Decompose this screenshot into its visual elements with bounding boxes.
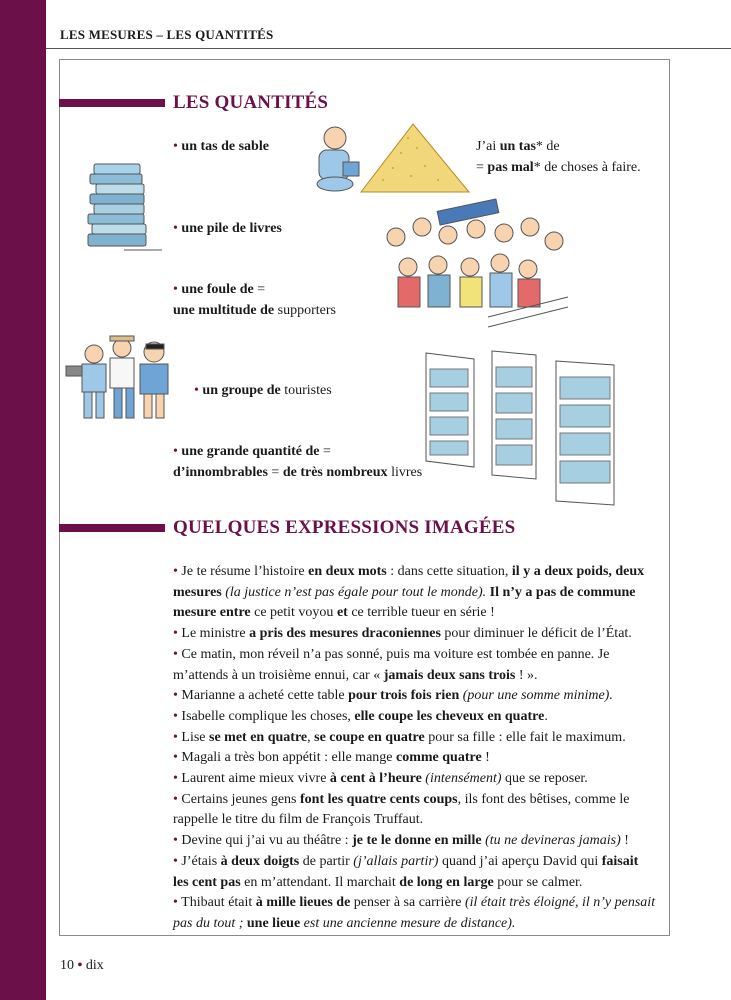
section-marker-bar	[59, 99, 165, 107]
page-word: dix	[85, 958, 104, 973]
expression-item: • Le ministre a pris des mesures draconiennes pour diminuer le déficit de l’État.	[173, 626, 632, 642]
footer-separator: •	[77, 958, 83, 973]
section-title-expressions: QUELQUES EXPRESSIONS IMAGÉES	[173, 517, 516, 538]
expression-item: • Magali a très bon appétit : elle mange comme quatre !	[173, 750, 490, 766]
bookshelves-illustration	[420, 347, 618, 509]
expression-item: • Laurent aime mieux vivre à cent à l’heure (intensément) que se reposer.	[173, 771, 588, 787]
item-groupe: • un groupe de touristes	[194, 383, 332, 398]
item-tas: • un tas de sable	[173, 139, 269, 154]
section-title-quantites: LES QUANTITÉS	[173, 92, 329, 113]
expression-item: • Ce matin, mon réveil n’a pas sonné, puis ma voiture est tombée en panne. Je m’attends à un troisième ennui, car « jamais deux sans trois ! ».	[173, 646, 610, 683]
page-header: LES MESURES – LES QUANTITÉS	[60, 27, 274, 42]
expression-item: • Je te résume l’histoire en deux mots : dans cette situation, il y a deux poids, deux mesures (la justice n’est pas égale pour tout le monde). Il n’y a pas de commune mesure entre ce petit voyou et ce terrible tueur en série !	[173, 564, 645, 621]
expression-item: • Lise se met en quatre, se coupe en quatre pour sa fille : elle fait le maximum.	[173, 729, 626, 745]
expression-item: • Isabelle complique les choses, elle coupe les cheveux en quatre.	[173, 708, 548, 724]
page-number: 10	[60, 958, 74, 973]
expression-item: • J’étais à deux doigts de partir (j’allais partir) quand j’ai aperçu David qui faisait les cent pas en m’attendant. Il marchait de long en large pour se calmer.	[173, 853, 639, 890]
bullet: •	[173, 139, 178, 154]
expression-item: • Thibaut était à mille lieues de penser à sa carrière (il était très éloigné, il n’y pensait pas du tout ; une lieue est une ancienne mesure de distance).	[173, 895, 656, 931]
expression-item: • Certains jeunes gens font les quatre cents coups, ils font des bêtises, comme le rappelle le titre du film de François Truffaut.	[173, 791, 630, 828]
expression-item: • Devine qui j’ai vu au théâtre : je te le donne en mille (tu ne devineras jamais) !	[173, 833, 629, 849]
sand-pile-illustration	[313, 118, 475, 196]
crowd-supporters-illustration	[378, 197, 570, 335]
header-rule	[46, 48, 731, 49]
section-marker-bar	[59, 524, 165, 532]
item-pile: • une pile de livres	[173, 221, 282, 236]
expression-item: • Marianne a acheté cette table pour trois fois rien (pour une somme minime).	[173, 688, 613, 704]
expressions-list	[173, 562, 657, 935]
side-color-band	[0, 0, 46, 1000]
tas-note: J’ai un tas* de = pas mal* de choses à faire.	[476, 139, 641, 175]
item-grande-quantite: • une grande quantité de = d’innombrables = de très nombreux livres	[173, 444, 423, 480]
item-foule: • une foule de = une multitude de supporters	[173, 282, 336, 318]
book-pile-illustration	[84, 160, 164, 256]
tourists-illustration	[62, 330, 188, 426]
page-footer	[60, 958, 104, 974]
